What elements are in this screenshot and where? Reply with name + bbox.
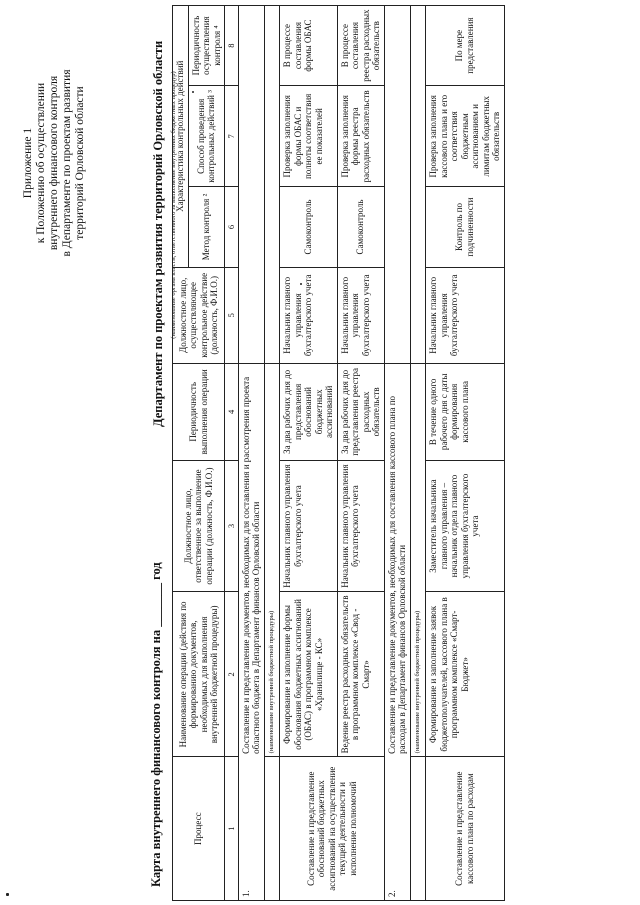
table-row <box>280 6 338 901</box>
cell-method: Контроль по подчиненности <box>426 187 505 267</box>
appendix-line: внутреннего финансового контроля <box>48 75 60 251</box>
section-blank <box>384 6 410 364</box>
cell-control-periodicity: По мере представления <box>426 6 505 86</box>
section-number: 2. <box>384 757 410 901</box>
control-map-table <box>172 5 505 901</box>
appendix-line: в Департаменте по проектам развития <box>61 69 73 257</box>
header-control-characteristics: Характеристика контрольных действий <box>173 6 189 268</box>
section-subtitle-spacer <box>410 757 426 901</box>
cell-method: Самоконтроль <box>280 187 338 267</box>
section-subtitle-spacer <box>264 757 280 901</box>
column-number: 7 <box>225 86 239 187</box>
cell-operation: Формирование и заполнение формы обоснования бюджетных ассигнований (ОБАС) в программном комплексе «Хранилище - КС» <box>280 592 338 757</box>
header-controller: Должностное лицо, осуществляющее контрольное действие (должность, Ф.И.О.) <box>173 267 225 364</box>
cell-operation: Ведение реестра расходных обязательств в программном комплексе «Свод - Смарт» <box>337 592 384 757</box>
column-number: 8 <box>225 6 239 86</box>
column-number: 3 <box>225 460 239 592</box>
section-row <box>238 6 264 901</box>
department-name: Департамент по проектам развития территорий Орловской области <box>151 40 165 427</box>
cell-process: Составление и представление кассового плана по расходам <box>426 757 505 901</box>
cell-operation: Формирование и заполнение заявок бюджетополучателей, кассового плана в программном комплексе «Смарт-Бюджет» <box>426 592 505 757</box>
header-process: Процесс <box>173 757 225 901</box>
cell-method: Самоконтроль <box>337 187 384 267</box>
cell-way: Проверка заполнения формы ОБАС и полноты соответствия ее показателей <box>280 86 338 187</box>
appendix-line: Приложение 1 <box>22 127 34 199</box>
section-title: Составление и представление документов, необходимых для составления кассового плана по расходам в Департамент финансов Орловской области <box>384 364 410 757</box>
column-number: 4 <box>225 364 239 461</box>
table-row <box>426 6 505 901</box>
section-blank <box>264 6 280 364</box>
cell-periodicity: В течение одного рабочего дня с даты формирования кассового плана <box>426 364 505 461</box>
section-subtitle: (наименование внутренней бюджетной процедуры) <box>264 364 280 757</box>
header-way: Способ проведения контрольных действий ³ <box>188 86 225 187</box>
section-subtitle-row <box>410 6 426 901</box>
scan-speck <box>192 91 194 93</box>
section-blank <box>238 6 264 364</box>
department-caption: (наименование органа власти, ответственного за выполнение внутренних бюджетных процедур) <box>170 71 177 339</box>
column-number: 2 <box>225 592 239 757</box>
appendix-line: к Положению об осуществлении <box>35 82 47 244</box>
cell-control-periodicity: В процессе составления формы ОБАС <box>280 6 338 86</box>
cell-process: Составление и представление обоснований бюджетных ассигнований на осуществление текущей деятельности и исполнение полномочий <box>280 757 385 901</box>
column-number-row <box>225 6 239 901</box>
column-number: 6 <box>225 187 239 267</box>
cell-periodicity: За два рабочих дня до представления реестра расходных обязательств <box>337 364 384 461</box>
cell-control-periodicity: В процессе составления реестра расходных обязательств <box>337 6 384 86</box>
scan-speck <box>300 283 302 285</box>
cell-way: Проверка заполнения кассового плана и его соответствия бюджетным ассигнованиям и лимитам бюджетных обязательств <box>426 86 505 187</box>
section-title: Составление и представление документов, необходимых для составления и рассмотрения проекта областного бюджета в Департамент финансов Орловской области <box>238 364 264 757</box>
cell-controller: Начальник главного управления бухгалтерского учета <box>337 267 384 364</box>
document-title: Карта внутреннего финансового контроля на _______ год <box>149 562 163 887</box>
cell-way: Проверка заполнения формы реестра расходных обязательств <box>337 86 384 187</box>
cell-responsible: Начальник главного управления бухгалтерского учета <box>280 460 338 592</box>
header-operation: Наименование операции (действия по формированию документов, необходимых для выполнения внутренней бюджетной процедуры) <box>173 592 225 757</box>
section-number: 1. <box>238 757 264 901</box>
appendix-line: территорий Орловской области <box>74 86 86 240</box>
section-blank <box>410 6 426 364</box>
header-periodicity: Периодичность выполнения операции <box>173 364 225 461</box>
section-subtitle-row <box>264 6 280 901</box>
appendix-note <box>22 33 87 293</box>
cell-responsible: Начальник главного управления бухгалтерского учета <box>337 460 384 592</box>
column-number: 5 <box>225 267 239 364</box>
header-method: Метод контроля ² <box>188 187 225 267</box>
cell-controller: Начальник главного управления бухгалтерского учета <box>280 267 338 364</box>
section-subtitle: (наименование внутренней бюджетной процедуры) <box>410 364 426 757</box>
scan-speck <box>6 893 9 896</box>
header-responsible: Должностное лицо, ответственное за выполнение операции (должность, Ф.И.О.) <box>173 460 225 592</box>
section-row <box>384 6 410 901</box>
cell-controller: Начальник главного управления бухгалтерского учета <box>426 267 505 364</box>
cell-responsible: Заместитель начальника главного управления – начальник отдела главного управления бухгалтерского учета <box>426 460 505 592</box>
cell-periodicity: За два рабочих дня до представления обоснований бюджетных ассигнований <box>280 364 338 461</box>
column-number: 1 <box>225 757 239 901</box>
header-control-periodicity: Периодичность осуществления контроля ⁴ <box>188 6 225 86</box>
header-row <box>173 6 189 901</box>
